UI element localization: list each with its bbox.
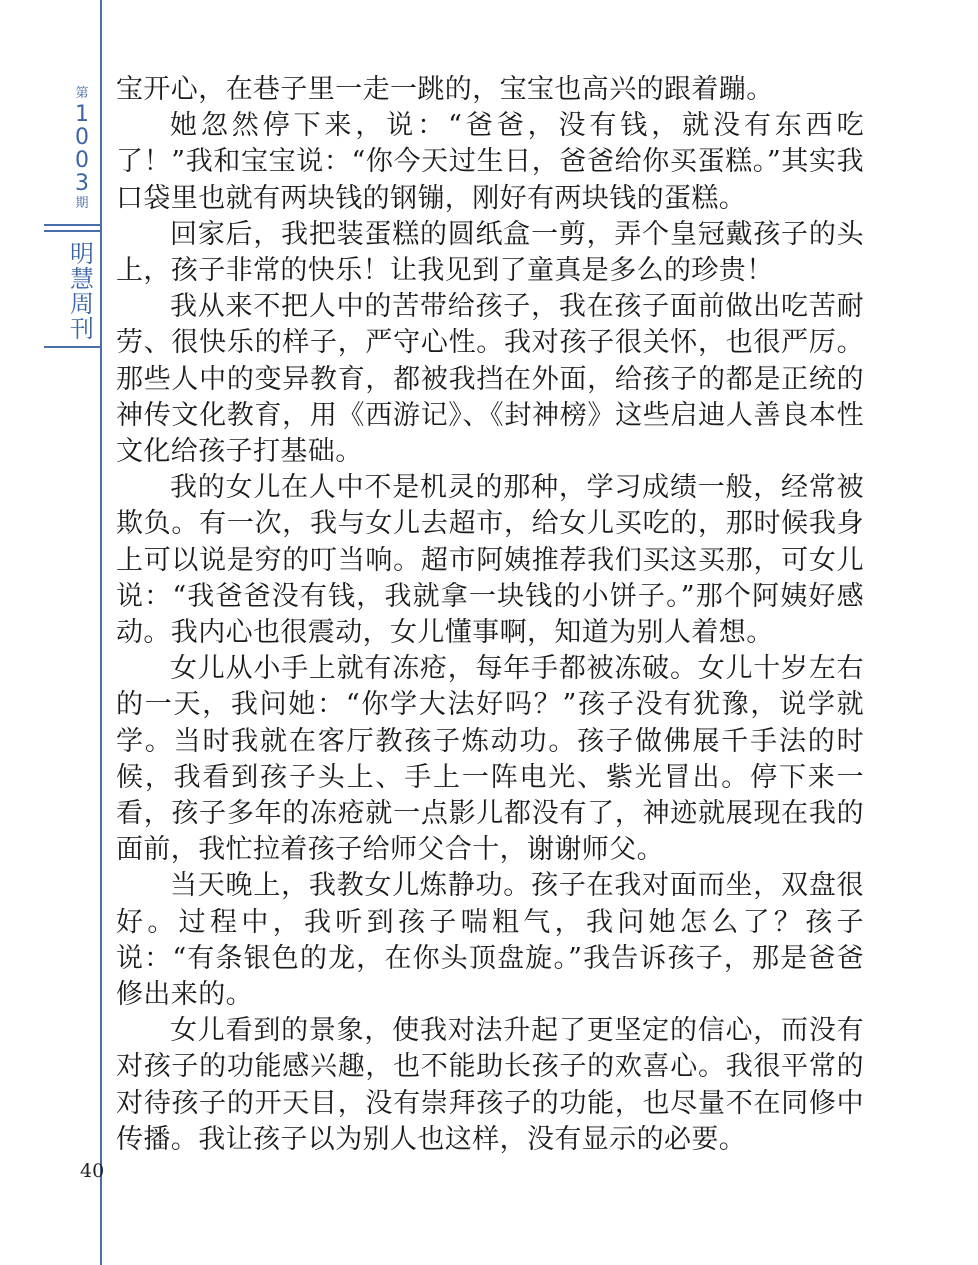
issue-suffix: 期 [75, 196, 89, 211]
issue-digit: 3 [75, 171, 89, 196]
sidebar-rule [44, 230, 102, 232]
sidebar-rule [44, 346, 102, 348]
issue-digit: 0 [75, 148, 89, 173]
magazine-name [62, 242, 102, 342]
paragraph: 我的女儿在人中不是机灵的那种，学习成绩一般，经常被欺负。有一次，我与女儿去超市，给女儿买吃的，那时候我身上可以说是穷的叮当响。超市阿姨推荐我们买这买那，可女儿说：“我爸爸没有钱，我就拿一块钱的小饼子。”那个阿姨好感动。我内心也很震动，女儿懂事啊，知道为别人着想。 [116, 472, 864, 649]
page-number: 40 [80, 1160, 105, 1182]
sidebar [0, 0, 105, 1265]
issue-digit: 0 [75, 125, 89, 150]
paragraph: 当天晚上，我教女儿炼静功。孩子在我对面而坐，双盘很好。过程中，我听到孩子喘粗气，我问她怎么了？孩子说：“有条银色的龙，在你头顶盘旋。”我告诉孩子，那是爸爸修出来的。 [116, 870, 864, 1011]
paragraph: 女儿从小手上就有冻疮，每年手都被冻破。女儿十岁左右的一天，我问她：“你学大法好吗？”孩子没有犹豫，说学就学。当时我就在客厅教孩子炼动功。孩子做佛展千手法的时候，我看到孩子头上、手上一阵电光、紫光冒出。停下来一看，孩子多年的冻疮就一点影儿都没有了，神迹就展现在我的面前，我忙拉着孩子给师父合十，谢谢师父。 [116, 653, 864, 866]
paragraph: 宝开心，在巷子里一走一跳的，宝宝也高兴的跟着蹦。 [116, 74, 774, 105]
magazine-char: 刊 [70, 315, 94, 343]
article-body [116, 72, 864, 1158]
paragraph: 我从来不把人中的苦带给孩子，我在孩子面前做出吃苦耐劳、很快乐的样子，严守心性。我对孩子很关怀，也很严厉。那些人中的变异教育，都被我挡在外面，给孩子的都是正统的神传文化教育，用《西游记》、《封神榜》这些启迪人善良本性文化给孩子打基础。 [116, 291, 864, 468]
issue-digit: 1 [75, 102, 89, 127]
magazine-char: 周 [70, 290, 94, 318]
paragraph: 女儿看到的景象，使我对法升起了更坚定的信心，而没有对孩子的功能感兴趣，也不能助长孩子的欢喜心。我很平常的对待孩子的开天目，没有崇拜孩子的功能，也尽量不在同修中传播。我让孩子以为别人也这样，没有显示的必要。 [116, 1015, 864, 1155]
paragraph: 她忽然停下来，说：“爸爸，没有钱，就没有东西吃了！”我和宝宝说：“你今天过生日，爸爸给你买蛋糕。”其实我口袋里也就有两块钱的钢镚，刚好有两块钱的蛋糕。 [116, 110, 864, 214]
issue-label [62, 86, 102, 212]
magazine-char: 慧 [70, 265, 94, 293]
magazine-char: 明 [70, 240, 94, 268]
issue-prefix: 第 [75, 86, 89, 101]
paragraph: 回家后，我把装蛋糕的圆纸盒一剪，弄个皇冠戴孩子的头上，孩子非常的快乐！让我见到了童真是多么的珍贵！ [116, 218, 864, 287]
issue-number [62, 103, 102, 195]
sidebar-rule [44, 224, 102, 226]
